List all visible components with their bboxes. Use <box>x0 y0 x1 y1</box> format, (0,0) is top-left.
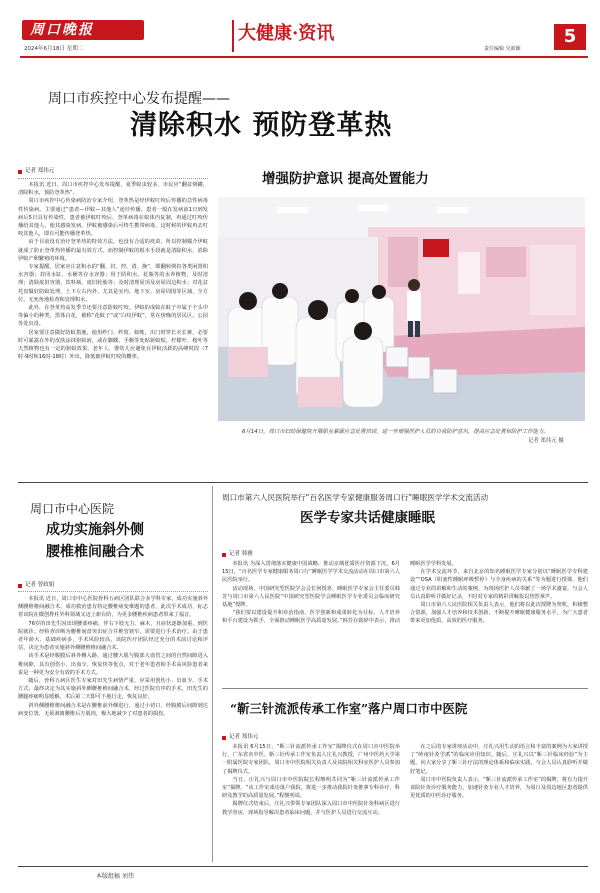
studio-byline-marker <box>222 736 226 740</box>
lead-paragraph: 专家提醒，居家应注意积水的“翻、封、控、清、换”，即翻转倒扣各类闲置积水容器；封闭水缸、水桶等存水容器；用于防积水、花瓶等的水养植物，及时清理；清除废旧容器、饮料瓶、废旧轮胎等；及时清理屋顶及房屋周边积水；对花盆托盘做好防蚊处理，上下左右内外，尤其是室内、地下室、房屋周围等区域，全方位、无死角地检查和处理积水。 <box>18 264 208 303</box>
hospital-title-line1: 成功实施斜外侧 <box>46 522 144 538</box>
lead-kicker: 周口市疾控中心发布提醒—— <box>48 91 230 107</box>
hospital-kicker: 周口市中心医院 <box>30 502 115 516</box>
sleep-paragraph: 活动现场，中国研究型医院学会会长何授喜、睡眠医学专家会主任委员韩芳与周口市第六人民医院“中国研究型医院学会睡眠医学专业委员会临床研究基地”授牌。 <box>222 585 400 609</box>
studio-paragraph: 在之后的专家讲座活动中，庄礼兴用生动的语言和丰富的案例为大家讲授了“岭南针灸学派”的临床应用知识。随后，庄礼兴以“靳三针临床经验”为主题，向大家分享了靳三针疗法的理论体系和临床实践，与会人员认真聆听并做好笔记。 <box>410 744 588 775</box>
lead-title: 清除积水 预防登革热 <box>130 110 393 141</box>
lead-paragraph: 居家要注意做好防蚊措施，使用纱门、纱窗、蚊帐，出门时穿长衣长裤，必要时可暴露在外的皮肤涂抹驱蚊液，或在脚踝、手腕等处贴驱蚊贴，柠檬叶、桉叶等天然植物也有一定的驱蚊效果。老年人、婴幼儿应避免在伊蚊活跃的高峰时段（7时-9时和16时-18时）外出，降低被伊蚊叮咬的概率。 <box>18 329 208 361</box>
sleep-paragraph: 本报讯 为深入贯彻落实健康中国战略，推动京城优质医疗资源下沉，6月15日，“百名医学专家健康服务周口行”睡眠医学学术交流活动在周口市第六人民医院举行。 <box>222 561 400 584</box>
paper-name: 周口晚报 <box>30 22 94 38</box>
sleep-body <box>222 560 588 682</box>
studio-title: “靳三针流派传承工作室”落户周口市中医院 <box>230 701 468 716</box>
sleep-byline: 记者 韩雅 <box>229 551 253 557</box>
section-title: 大健康·资讯 <box>238 23 335 44</box>
sleep-paragraph: 在学术交流环节，来自北京的知名睡眠医学专家分别以“睡眠医学专科建设”“OSA（阻塞性睡眠呼吸暂停）与全身疾病的关系”等为题进行授课，他们通过专业的讲解和生动的案例，为现场医护人员奉献了一场学术盛宴。与会人员认真聆听并做好记录，不时对专家的精彩讲解报以热烈掌声。 <box>410 569 588 600</box>
hospital-byline: 记者 曾政娟 <box>25 582 55 588</box>
hospital-byline-rule <box>18 591 208 592</box>
photo-headline: 增强防护意识 提高处置能力 <box>262 171 429 187</box>
hospital-byline-marker <box>18 584 22 588</box>
lead-paragraph: 此外，在登革热高发季节还要注意防蚊叮咬。伊蚊的成蚊在蚊子中属于个头中等偏小的种类，黑体白花，被称“花蚊子”或“白纹伊蚊”，常在傍晚的居民区、公园等处出没。 <box>18 305 208 328</box>
footer-rule <box>18 866 588 867</box>
issue-date: 2024年6月18日 星期二 <box>24 46 84 52</box>
masthead-rule <box>20 56 588 58</box>
lead-byline-marker <box>18 170 22 174</box>
sleep-byline-marker <box>222 553 226 557</box>
lead-byline-rule <box>18 178 208 179</box>
lead-body <box>18 181 208 473</box>
page-number: 5 <box>563 26 577 47</box>
studio-body <box>222 743 588 861</box>
column-divider <box>212 486 213 862</box>
sleep-paragraph: “我们要以建设提升和诊治指南，医学创新和成果转化为目标，人才培养和平台建设为抓手，全面推动睡眠医学高质量发展。”韩芳在致辞中表示，推动睡眠医学学科发展。 <box>222 561 457 625</box>
section-divider-mid <box>222 688 588 689</box>
lead-paragraph: 本报讯 近日，周口市疾控中心发布提醒，夏季蚊虫较多，市民应“翻盆倒罐，清除积水，预防登革热”。 <box>18 182 208 197</box>
sleep-paragraph: 周口市第六人民医院相关负责人表示，他们将以此次授牌为契机，积极整合资源，加强人才培养和技术创新，不断提升睡眠健康服务水平，为广大患者带来更加优质、高效的医疗服务。 <box>410 602 588 625</box>
masthead-divider <box>232 20 234 52</box>
studio-paragraph: 周口市中医院负责人表示，“靳三针流派传承工作室”的揭牌，将有力提升该院针灸诊疗服务能力，加速针灸专业人才培养，为周口及周边地区患者提供更优质的中医诊疗服务。 <box>410 776 588 800</box>
hospital-body <box>18 595 208 857</box>
section-divider-top <box>18 482 588 483</box>
hospital-paragraph: 76岁的田先生因出现腰部疼痛，伴右下肢无力、麻木，且症状逐渐加重，到医院就诊。经检查诊断为腰椎间盘突出症合并椎管狭窄，需要进行手术治疗。由于患者年龄大、基础疾病多，手术风险较高，该院医疗团队经过充分的术前讨论和评估，决定为患者实施斜外侧腰椎椎间融合术。 <box>18 620 208 652</box>
hospital-paragraph: 该手术是经腹膜后斜外侧入路，通过腰大肌与腹部大血管之间的自然间隙进入椎间隙，具有创伤小、出血少、恢复快等优点，对于老年患者和手术高风险患者来说是一种更为安全有效的手术方式。 <box>18 653 208 676</box>
studio-paragraph: 当日，庄礼兴与周口市中医院院长程继明共同为“靳三针流派传承工作室”揭牌。“该工作室成功落户我院，将进一步推动我院针灸推拿专科诊疗、科研及教学的高质量发展。”程继明说。 <box>222 776 400 800</box>
masthead <box>0 0 600 62</box>
lead-paragraph: 由于目前没有治疗登革热的特效方法，也没有合适的疫苗，所以控制媒介伊蚊就成了防止登革热传播的最有效方式。而控制伊蚊的根本手段就是清除积水，消除伊蚊产卵繁殖的环境。 <box>18 239 208 262</box>
training-photo-art <box>218 197 585 421</box>
studio-byline: 记者 郑伟元 <box>229 734 259 740</box>
training-photo <box>218 197 585 421</box>
studio-paragraph: 本报讯 6月15日，“靳三针流派传承工作室”揭牌仪式在周口市中医院举行，广东省名中医、靳三针传承工作室负责人庄礼兴教授，广州中医药大学第一附属医院专家团队，周口市中医院相关负责人及该院相关科室医护人员参加了揭牌仪式。 <box>222 744 400 775</box>
hospital-paragraph: 本报讯 近日，周口市中心医院骨科五病区团队联合多学科专家，成功实施斜外侧腰椎椎间融合术，成功救治患有特定腰椎病变难题的患者，此次手术成功，标志着该院在微创脊柱外科领域又迈上新台阶，为更多腰椎疾病患者带来了福音。 <box>18 596 208 619</box>
photo-credit: 记者 郑伟元 摄 <box>528 438 564 444</box>
sleep-kicker: 周口市第六人民医院举行“百名医学专家健康服务周口行”睡眠医学学术交流活动 <box>222 493 489 502</box>
editor-credit: 责任编辑 吴新颖 <box>484 46 521 52</box>
photo-caption: 6月14日，周口市妇幼保健院开展职业暴露应急处置培训，进一步增强医护人员的自我防护意识，提高应急处置和防护工作能力。 <box>242 429 549 435</box>
hospital-title-line2: 腰椎椎间融合术 <box>46 544 144 560</box>
hospital-paragraph: 随后，骨科五病区医生专家对田先生病情严重，应采用创伤小、出血少、手术方式，最终决定为其实施斜外侧腰椎椎间融合术，经过医院有序的手术，田先生的腰腿疼痛明显缓解，术后第二天即可下地行走，恢复良好。 <box>18 678 208 701</box>
footer-proof: 本版组稿 刘伟 <box>96 873 134 880</box>
lead-paragraph: 周口市疾控中心传染病防治专家介绍，登革热是经伊蚊叮咬后传播的急性病毒性传染病。主要通过“患者—伊蚊—其他人”途径传播。患者一般在发病前1日到发病后5日具有传染性，患者被伊蚊叮咬后，登革病毒在蚊体内复制，再通过叮咬传播给其他人，使其感染发病。伊蚊被感染后可终生携带病毒，这时候的伊蚊再去叮咬其他人，即有可能传播登革热。 <box>18 198 208 238</box>
studio-paragraph: 揭牌仪式结束后，庄礼兴带领专家团队深入周口市中医院针灸科病区进行教学查房，现场指导解决患者临床问题，并与医护人员进行交流互动。 <box>222 801 400 816</box>
sleep-title: 医学专家共话健康睡眠 <box>300 510 435 526</box>
lead-byline: 记者 郑伟元 <box>25 168 55 174</box>
hospital-paragraph: 斜外侧腰椎椎间融合术是在腰椎前外侧进行，通过小切口、经腹膜后间隙到达病变位置，无须剥离腰椎后方肌肉，极大地减少了对患者的损伤。 <box>18 702 208 717</box>
